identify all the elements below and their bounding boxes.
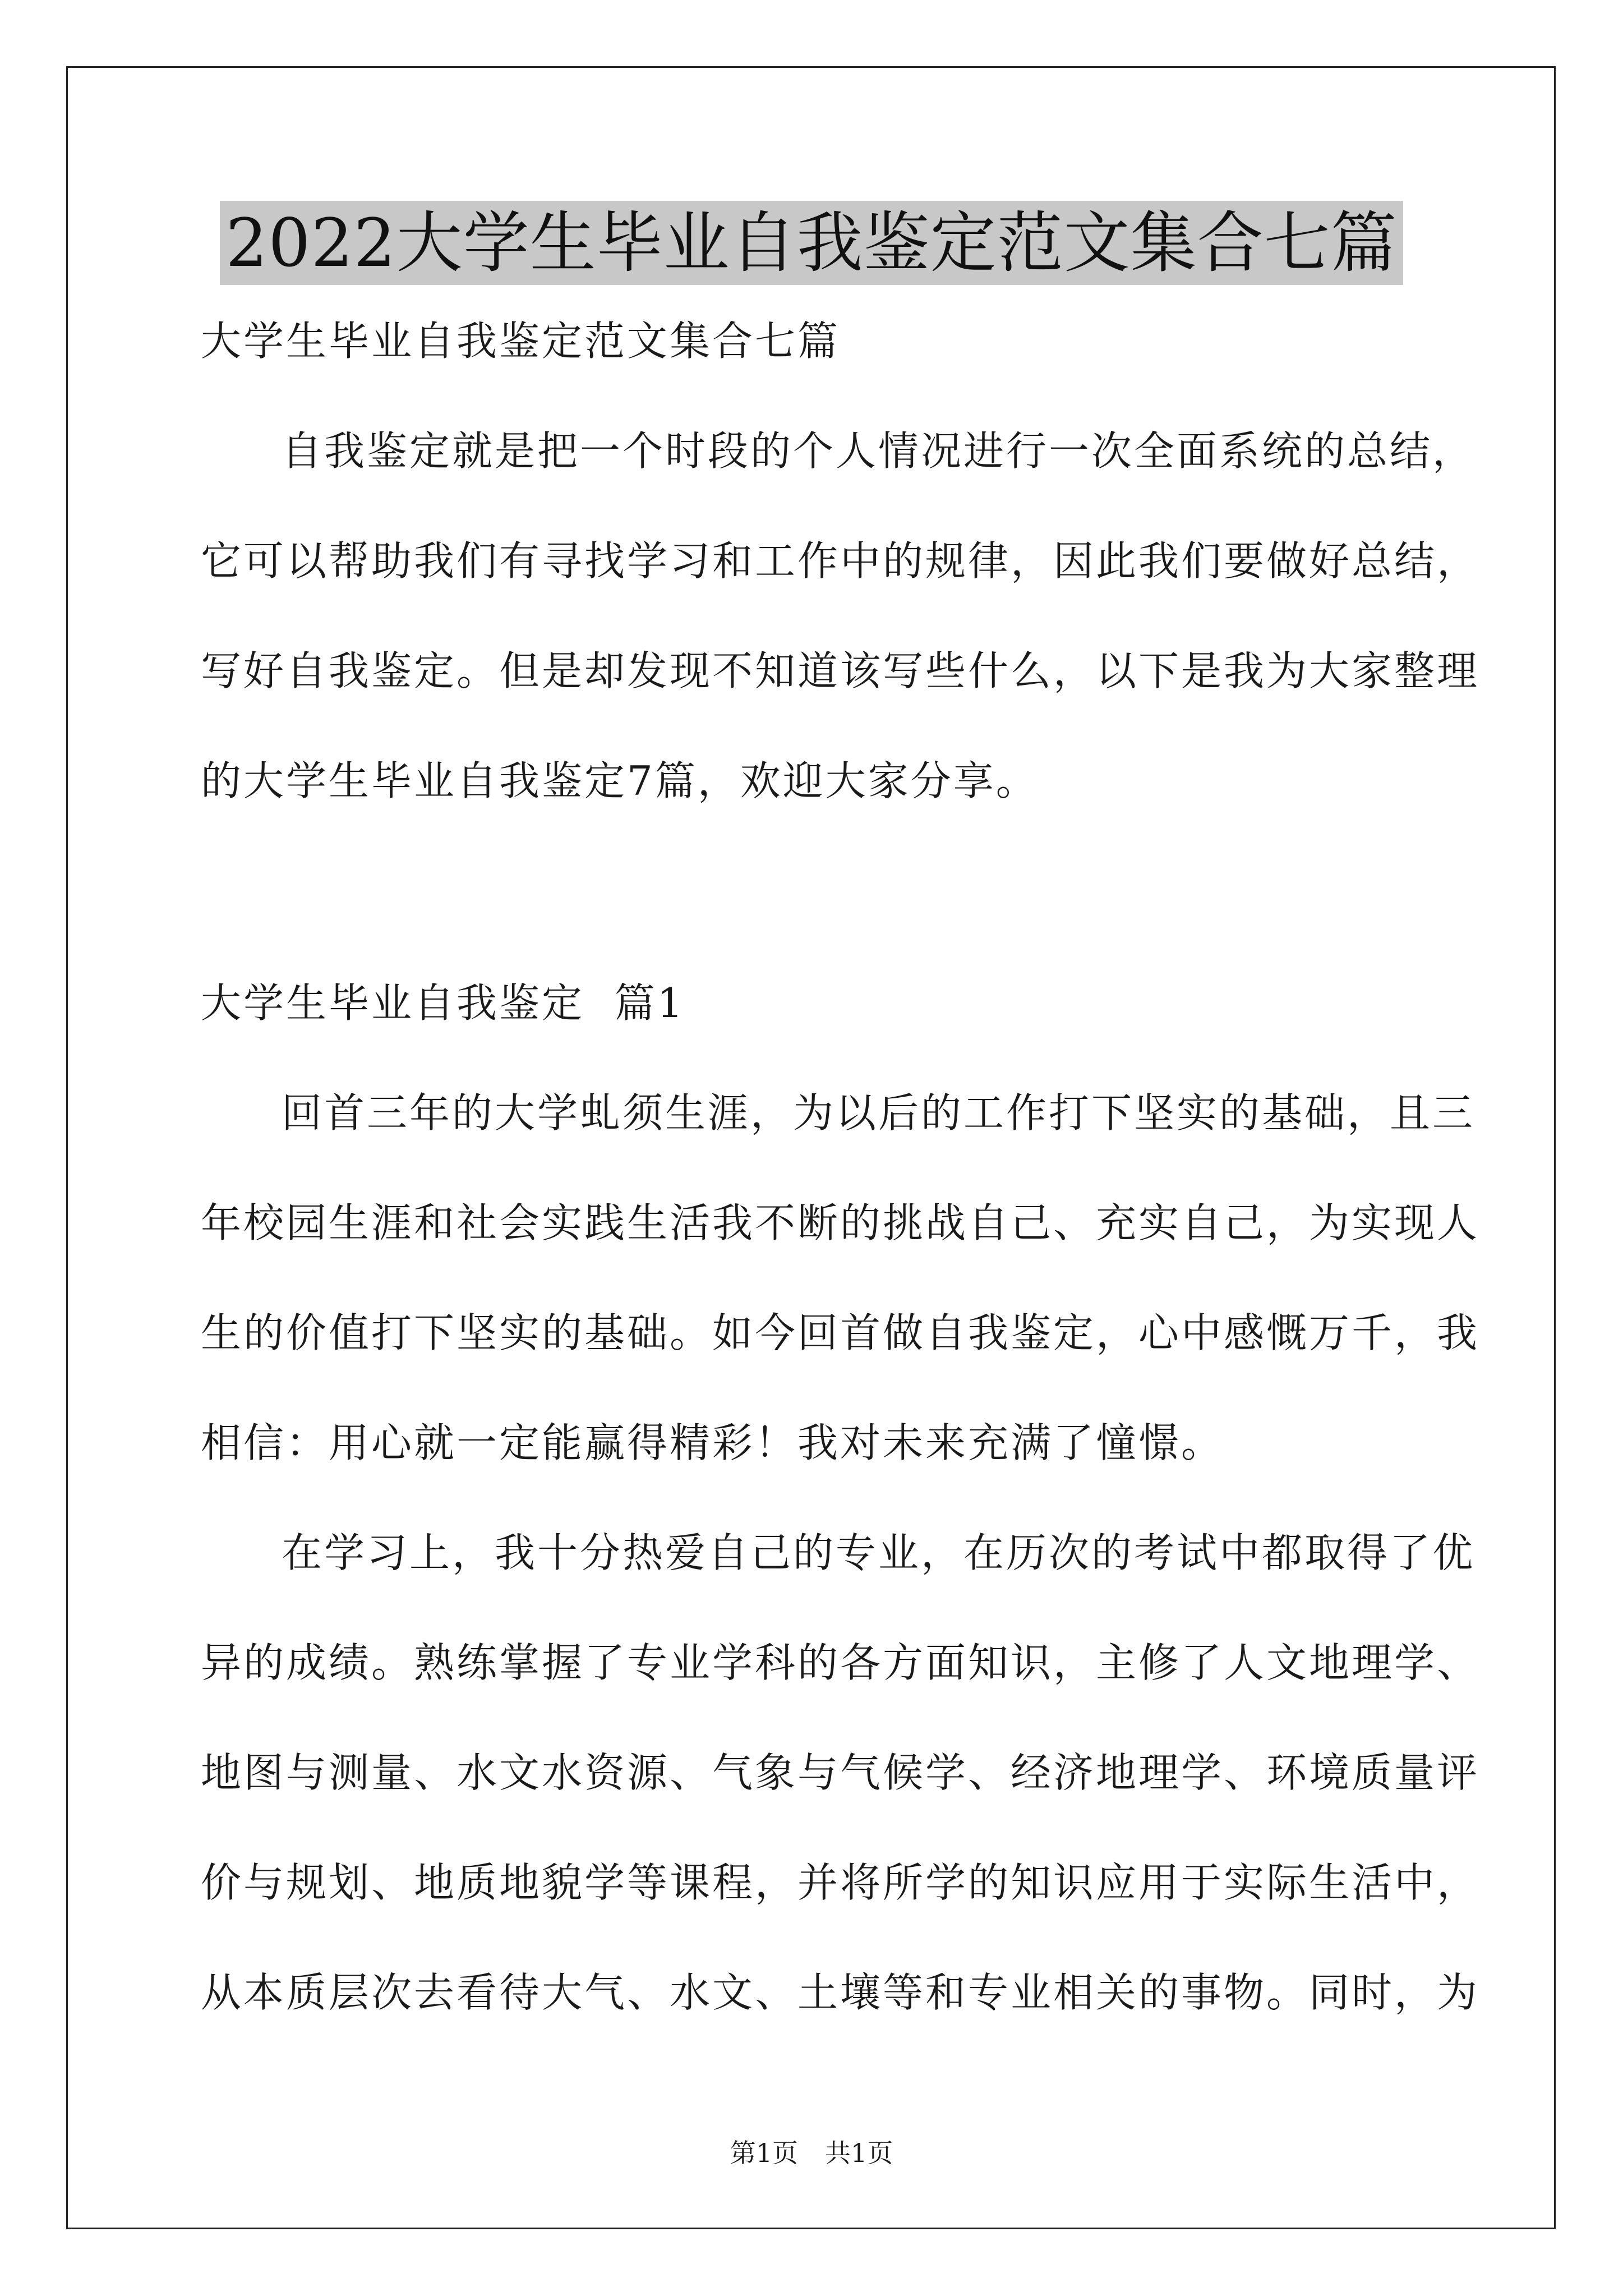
title-block: [0, 201, 1623, 285]
section-heading: 大学生毕业自我鉴定 篇1: [201, 979, 685, 1027]
page-number: 第1页: [730, 2138, 798, 2168]
paragraph-line: 价与规划、地质地貌学等课程，并将所学的知识应用于实际生活中，: [201, 1859, 1480, 1906]
intro-line: 它可以帮助我们有寻找学习和工作中的规律，因此我们要做好总结，: [201, 537, 1480, 585]
intro-line: 的大学生毕业自我鉴定7篇，欢迎大家分享。: [201, 757, 1039, 804]
body-paragraph-2: [201, 1526, 1480, 2019]
page-footer: [0, 2136, 1623, 2170]
intro-line: 自我鉴定就是把一个时段的个人情况进行一次全面系统的总结，: [282, 427, 1476, 475]
paragraph-line: 回首三年的大学虬须生涯，为以后的工作打下坚实的基础，且三: [282, 1089, 1476, 1137]
paragraph-line: 年校园生涯和社会实践生活我不断的挑战自己、充实自己，为实现人: [201, 1199, 1480, 1246]
paragraph-line: 异的成绩。熟练掌握了专业学科的各方面知识，主修了人文地理学、: [201, 1639, 1480, 1686]
document-subtitle: 大学生毕业自我鉴定范文集合七篇: [201, 318, 841, 365]
paragraph-line: 在学习上，我十分热爱自己的专业，在历次的考试中都取得了优: [282, 1529, 1476, 1576]
intro-paragraph: [201, 424, 1480, 808]
paragraph-line: 地图与测量、水文水资源、气象与气候学、经济地理学、环境质量评: [201, 1749, 1480, 1796]
page-total: 共1页: [825, 2138, 893, 2168]
paragraph-line: 从本质层次去看待大气、水文、土壤等和专业相关的事物。同时，为: [201, 1969, 1480, 2016]
document-body: [201, 314, 1480, 2019]
intro-line: 写好自我鉴定。但是却发现不知道该写些什么，以下是我为大家整理: [201, 647, 1480, 694]
paragraph-line: 相信：用心就一定能赢得精彩！我对未来充满了憧憬。: [201, 1419, 1224, 1466]
body-paragraph-1: [201, 1086, 1480, 1470]
document-title: 2022大学生毕业自我鉴定范文集合七篇: [220, 201, 1403, 285]
paragraph-line: 生的价值打下坚实的基础。如今回首做自我鉴定，心中感慨万千，我: [201, 1309, 1480, 1356]
